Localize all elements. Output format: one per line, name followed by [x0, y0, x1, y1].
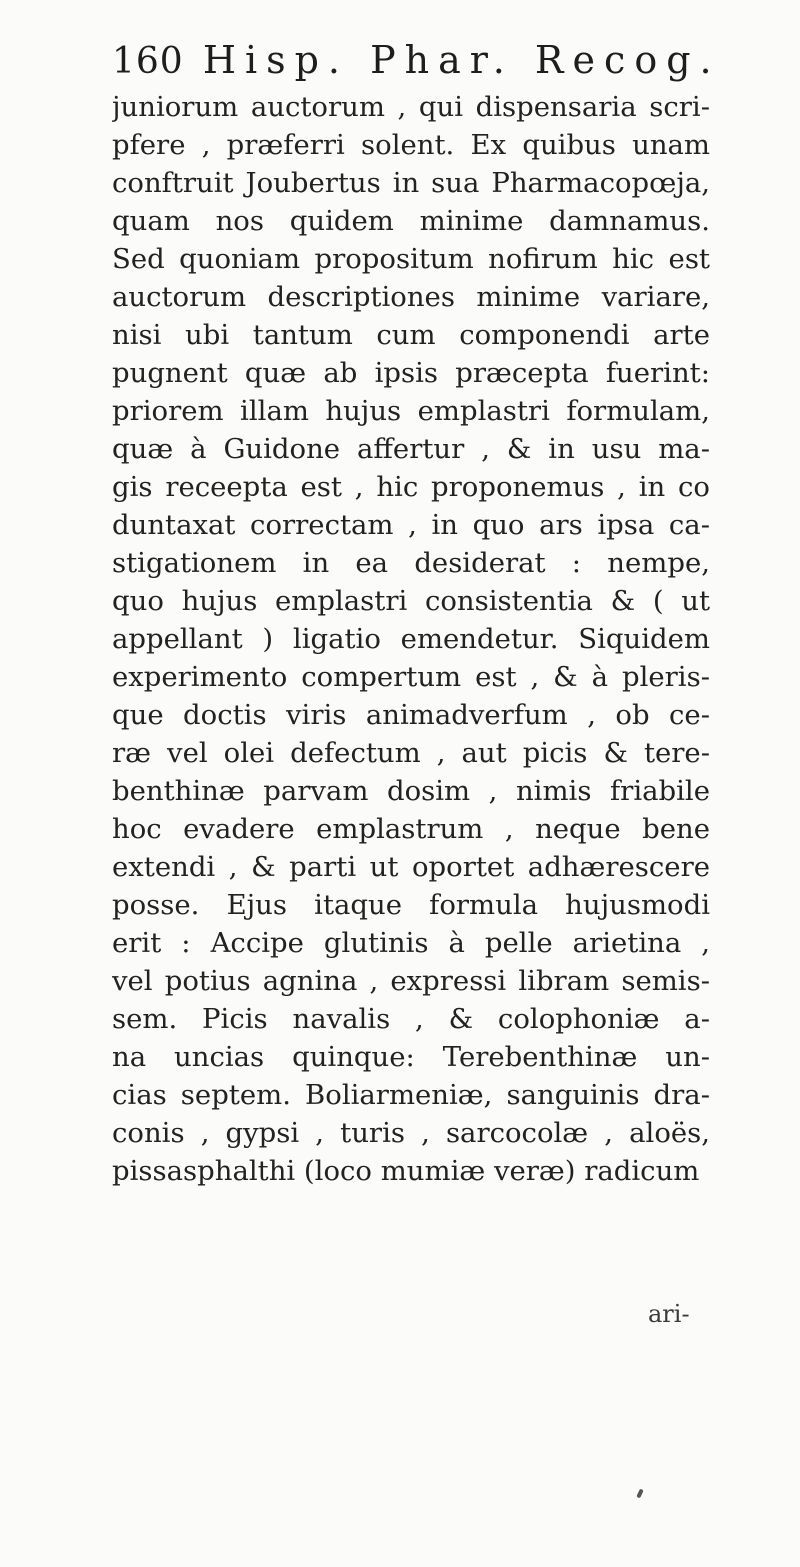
text-line: na uncias quinque: Terebenthinæ un-	[112, 1041, 710, 1073]
text-line: benthinæ parvam dosim , nimis friabile	[112, 775, 710, 807]
page-number: 160	[112, 41, 184, 82]
text-line: pugnent quæ ab ipsis præcepta fuerint:	[112, 357, 710, 389]
text-line: quæ à Guidone affertur , & in usu ma-	[112, 433, 710, 465]
text-line: posse. Ejus itaque formula hujusmodi	[112, 889, 710, 921]
text-line: conis , gypsi , turis , sarcocolæ , aloës,	[112, 1117, 710, 1149]
text-line: sem. Picis navalis , & colophoniæ a-	[112, 1003, 710, 1035]
text-line: que doctis viris animadverfum , ob ce-	[112, 699, 710, 731]
text-line: vel potius agnina , expressi libram semis-	[112, 965, 710, 997]
text-line: ræ vel olei defectum , aut picis & tere-	[112, 737, 710, 769]
text-line: stigationem in ea desiderat : nempe,	[112, 547, 710, 579]
text-line: experimento compertum est , & à pleris-	[112, 661, 710, 693]
text-line: cias septem. Boliarmeniæ, sanguinis dra-	[112, 1079, 710, 1111]
ink-speck	[636, 1489, 643, 1499]
catchword: ari-	[648, 1300, 690, 1328]
text-line: appellant ) ligatio emendetur. Siquidem	[112, 623, 710, 655]
text-line: priorem illam hujus emplastri formulam,	[112, 395, 710, 427]
text-line: duntaxat correctam , in quo ars ipsa ca-	[112, 509, 710, 541]
body-text	[112, 88, 710, 1190]
running-head: Hisp. Phar. Recog.	[202, 38, 721, 82]
text-line: auctorum descriptiones minime variare,	[112, 281, 710, 313]
page-header	[112, 38, 721, 90]
text-line: hoc evadere emplastrum , neque bene	[112, 813, 710, 845]
text-line: quo hujus emplastri consistentia & ( ut	[112, 585, 710, 617]
text-line: pfere , præferri solent. Ex quibus unam	[112, 129, 710, 161]
text-line: pissasphalthi (loco mumiæ veræ) radicum	[112, 1155, 700, 1187]
text-line: juniorum auctorum , qui dispensaria scri-	[112, 91, 710, 123]
text-line: Sed quoniam propositum nofirum hic est	[112, 243, 710, 275]
text-line: nisi ubi tantum cum componendi arte	[112, 319, 710, 351]
text-line: extendi , & parti ut oportet adhærescere	[112, 851, 710, 883]
text-line: conftruit Joubertus in sua Pharmacopœja,	[112, 167, 710, 199]
text-line: gis receepta est , hic proponemus , in co	[112, 471, 710, 503]
text-line: quam nos quidem minime damnamus.	[112, 205, 710, 237]
text-line: erit : Accipe glutinis à pelle arietina ,	[112, 927, 710, 959]
